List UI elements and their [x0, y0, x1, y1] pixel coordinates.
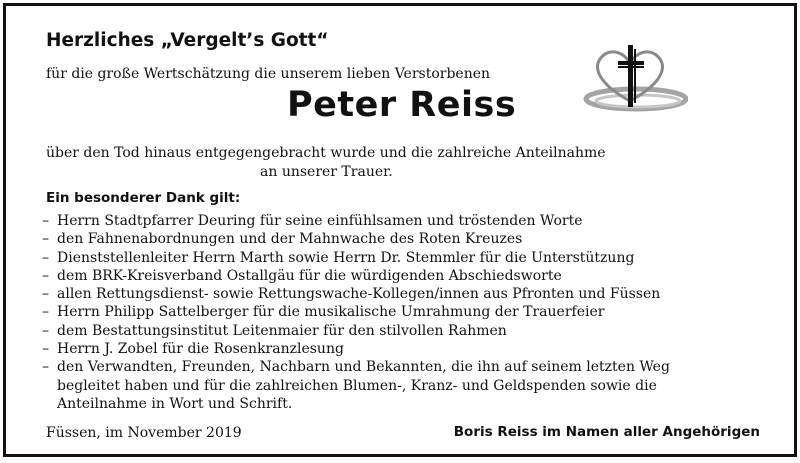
thanks-item-text: Herrn Philipp Sattelberger für die musikalische Umrahmung der Trauerfeier: [57, 304, 605, 321]
thanks-item-text: den Fahnenabordnungen und der Mahnwache des Roten Kreuzes: [57, 231, 523, 248]
thanks-item-text: den Verwandten, Freunden, Nachbarn und Bekannten, die ihn auf seinem letzten Weg: [57, 359, 670, 376]
thanks-item-text: Herrn J. Zobel für die Rosenkranzlesung: [57, 341, 344, 358]
list-item: [42, 249, 670, 267]
dash-glyph: –: [42, 359, 49, 376]
thanks-list: [42, 212, 670, 413]
dash-glyph: –: [42, 286, 49, 303]
closing-line-1: über den Tod hinaus entgegengebracht wurde und die zahlreiche Anteilnahme: [46, 145, 606, 161]
obituary-thank-you-notice: [3, 3, 797, 457]
list-item: [42, 303, 670, 321]
list-item: [42, 340, 670, 358]
list-item: [42, 322, 670, 340]
thanks-item-text: Herrn Stadtpfarrer Deuring für seine einfühlsamen und tröstenden Worte: [57, 213, 583, 229]
thanks-item-text: dem BRK-Kreisverband Ostallgäu für die würdigenden Abschiedsworte: [57, 267, 562, 284]
dash-glyph: –: [42, 341, 49, 358]
intro-line: für die große Wertschätzung die unserem lieben Verstorbenen: [46, 66, 491, 82]
thanks-title: Ein besonderer Dank gilt:: [46, 190, 241, 206]
signature: Boris Reiss im Namen aller Angehörigen: [453, 424, 760, 440]
list-item: [42, 285, 670, 303]
dash-glyph: –: [42, 231, 49, 248]
heart-cross-icon: [578, 39, 688, 119]
list-item: [42, 230, 670, 248]
thanks-item-continuation: Anteilnahme in Wort und Schrift.: [57, 395, 293, 412]
thanks-item-text: Dienststellenleiter Herrn Marth sowie Herrn Dr. Stemmler für die Unterstützung: [57, 249, 635, 266]
list-item: [42, 212, 670, 230]
place-date: Füssen, im November 2019: [46, 425, 242, 441]
deceased-name: Peter Reiss: [287, 85, 517, 125]
dash-glyph: –: [42, 249, 49, 266]
dash-glyph: –: [42, 322, 49, 339]
notice-heading: Herzliches „Vergelt’s Gott“: [46, 30, 329, 51]
thanks-item-continuation: begleitet haben und für die zahlreichen Blumen-, Kranz- und Geldspenden sowie die: [57, 377, 657, 394]
dash-glyph: –: [42, 213, 49, 229]
list-item: [42, 358, 670, 413]
dash-glyph: –: [42, 304, 49, 321]
dash-glyph: –: [42, 267, 49, 284]
thanks-item-text: allen Rettungsdienst- sowie Rettungswache-Kollegen/innen aus Pfronten und Füssen: [57, 286, 661, 303]
thanks-item-text: dem Bestattungsinstitut Leitenmaier für den stilvollen Rahmen: [57, 322, 507, 339]
list-item: [42, 267, 670, 285]
closing-line-2: an unserer Trauer.: [260, 164, 393, 180]
